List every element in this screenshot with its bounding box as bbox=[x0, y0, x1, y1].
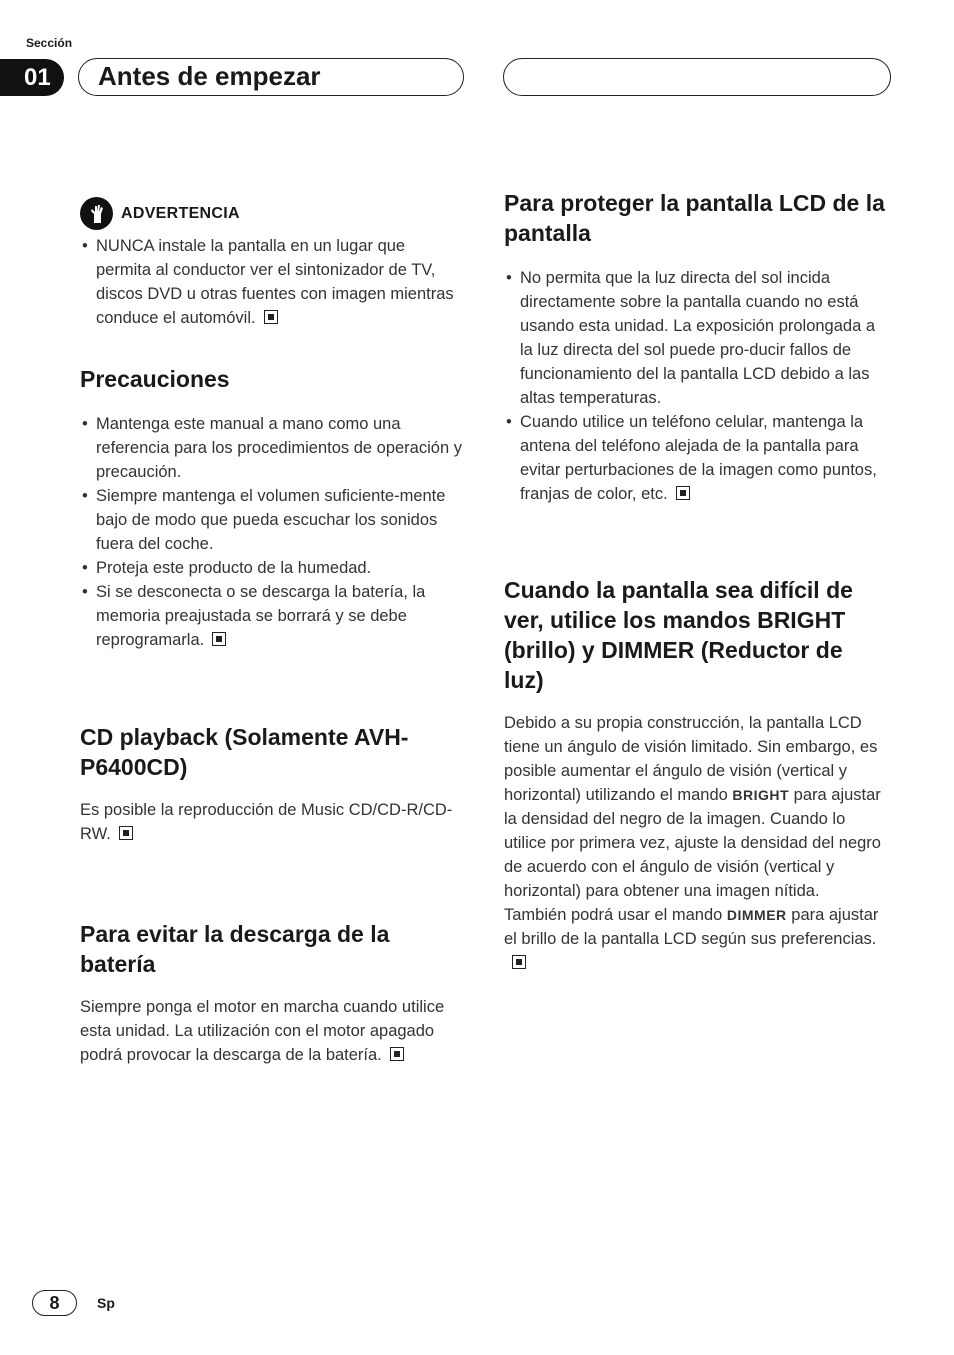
page-number: 8 bbox=[32, 1290, 77, 1316]
list-item: • Siempre mantenga el volumen suficiente-mente bajo de modo que pueda escuchar los sonidos fuera del coche. bbox=[80, 484, 462, 556]
end-mark-icon bbox=[512, 955, 526, 969]
bright-dimmer-section bbox=[504, 575, 886, 975]
end-mark-icon bbox=[676, 486, 690, 500]
list-item: • Cuando utilice un teléfono celular, mantenga la antena del teléfono alejada de la pantalla para evitar perturbaciones de la imagen como puntos, franjas de color, etc. bbox=[504, 410, 886, 506]
lcd-protect-list bbox=[504, 266, 886, 506]
dimmer-keyword: DIMMER bbox=[726, 907, 787, 923]
section-number: 01 bbox=[0, 59, 64, 96]
list-item: • No permita que la luz directa del sol incida directamente sobre la pantalla cuando no está usando esta unidad. La exposición prolongada a la luz directa del sol puede pro-ducir fallos de funcionamiento del la pantalla LCD debido a las altas temperaturas. bbox=[504, 266, 886, 410]
battery-section bbox=[80, 919, 462, 1067]
section-label: Sección bbox=[26, 36, 73, 50]
lcd-protect-heading: Para proteger la pantalla LCD de la pantalla bbox=[504, 190, 885, 246]
bright-dimmer-text-1: Debido a su propia construcción, la pantalla LCD tiene un ángulo de visión limitado. Sin embargo, es posible aumentar el ángulo de visión (vertical y horizontal) utilizando el mando BRIGHT para ajustar la densidad del negro de la imagen. Cuando lo utilice por primera vez, ajuste la densidad del negro de acuerdo con el ángulo de visión (vertical y horizontal) para obtener una imagen nítida. bbox=[504, 714, 881, 900]
bright-dimmer-heading: Cuando la pantalla sea difícil de ver, utilice los mandos BRIGHT (brillo) y DIMMER (Reductor de luz) bbox=[504, 577, 853, 693]
end-mark-icon bbox=[264, 310, 278, 324]
warning-hand-icon bbox=[80, 197, 113, 230]
language-code: Sp bbox=[97, 1295, 115, 1311]
warning-list bbox=[80, 234, 462, 330]
lcd-protect-section bbox=[504, 188, 886, 506]
cd-playback-text: Es posible la reproducción de Music CD/CD-R/CD-RW. bbox=[80, 801, 453, 843]
warning-block bbox=[80, 197, 462, 330]
list-item: • NUNCA instale la pantalla en un lugar que permita al conductor ver el sintonizador de TV, discos DVD u otras fuentes con imagen mientras conduce el automóvil. bbox=[80, 234, 462, 330]
list-item: • Si se desconecta o se descarga la batería, la memoria preajustada se borrará y se debe reprogramarla. bbox=[80, 580, 462, 652]
list-item: • Mantenga este manual a mano como una referencia para los procedimientos de operación y precaución. bbox=[80, 412, 462, 484]
battery-text: Siempre ponga el motor en marcha cuando utilice esta unidad. La utilización con el motor apagado podrá provocar la descarga de la batería. bbox=[80, 998, 445, 1064]
precautions-heading: Precauciones bbox=[80, 366, 230, 392]
warning-label: ADVERTENCIA bbox=[121, 204, 240, 222]
end-mark-icon bbox=[212, 632, 226, 646]
cd-playback-section bbox=[80, 722, 462, 846]
page-title: Antes de empezar bbox=[98, 61, 321, 91]
empty-title-frame bbox=[503, 58, 891, 96]
precautions-list bbox=[80, 412, 462, 652]
bright-dimmer-text-2: También podrá usar el mando DIMMER para ajustar el brillo de la pantalla LCD según sus preferencias. bbox=[504, 903, 886, 975]
cd-playback-heading: CD playback (Solamente AVH-P6400CD) bbox=[80, 724, 409, 780]
end-mark-icon bbox=[390, 1047, 404, 1061]
end-mark-icon bbox=[119, 826, 133, 840]
precautions-section bbox=[80, 364, 462, 652]
list-item: • Proteja este producto de la humedad. bbox=[80, 556, 462, 580]
battery-heading: Para evitar la descarga de la batería bbox=[80, 921, 390, 977]
bright-keyword: BRIGHT bbox=[732, 787, 790, 803]
